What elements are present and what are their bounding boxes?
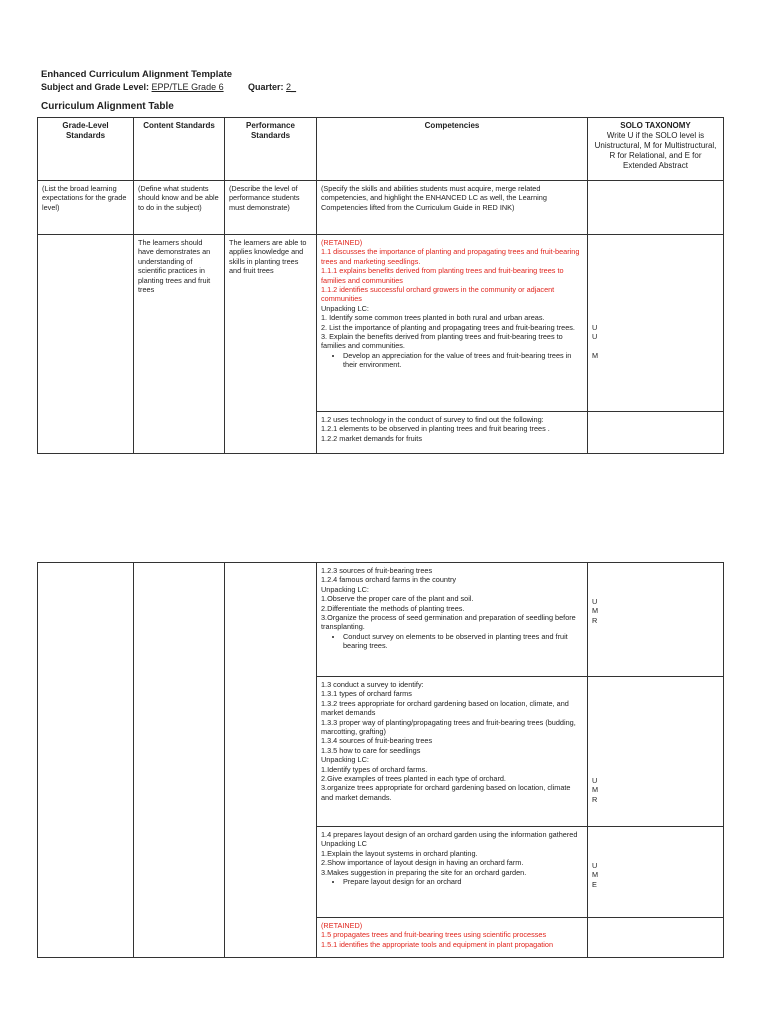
- lc-item: 3.Organize the process of seed germination and preparation of seedling before transplanting.: [321, 613, 576, 632]
- quarter-label: Quarter:: [248, 82, 284, 92]
- solo-cell: [588, 827, 724, 918]
- solo-letter: M: [592, 606, 599, 616]
- table-row: [38, 235, 724, 412]
- unpacking-label: Unpacking LC:: [321, 755, 369, 765]
- retained-label: (RETAINED): [321, 238, 363, 247]
- lc-item: 3.Makes suggestion in preparing the site for an orchard garden.: [321, 867, 527, 877]
- competency-red-3: 1.1.2 identifies successful orchard growers in the community or adjacent communities: [321, 285, 555, 304]
- quarter-line: [248, 82, 296, 92]
- header-grade-level: Grade-Level Standards: [38, 118, 134, 181]
- bullet-item: • Conduct survey on elements to be observed in planting trees and fruit bearing trees.: [343, 632, 583, 651]
- lc-item: 2.Differentiate the methods of planting trees.: [321, 603, 465, 613]
- competency-red-1: 1.1 discusses the importance of planting and propagating trees and fruit-bearing trees and marketing seedlings.: [321, 247, 580, 266]
- solo-cell: [588, 235, 724, 412]
- lc-item: 1.Identify types of orchard farms.: [321, 764, 428, 774]
- lc-item: 2.Show importance of layout design in having an orchard farm.: [321, 858, 524, 868]
- lc-item: 2. List the importance of planting and propagating trees and fruit-bearing trees.: [321, 322, 575, 332]
- table-title: Curriculum Alignment Table: [41, 101, 174, 112]
- bullet-list: [321, 351, 583, 370]
- solo-cell: [588, 412, 724, 454]
- bullet-item: • Develop an appreciation for the value of trees and fruit-bearing trees in their environment.: [343, 351, 583, 370]
- competencies-cell: [317, 563, 588, 677]
- bullet-list: [321, 877, 583, 886]
- solo-letter: M: [592, 785, 599, 795]
- competencies-cell: [317, 677, 588, 827]
- competency-line: 1.3 conduct a survey to identify:: [321, 680, 424, 689]
- table-row-guide: [38, 181, 724, 235]
- alignment-table-page1: [37, 117, 724, 454]
- lc-item: 3. Explain the benefits derived from planting trees and fruit-bearing trees to families and communities.: [321, 332, 563, 351]
- competency-line: 1.2.2 market demands for fruits: [321, 433, 422, 443]
- guide-solo: [588, 181, 724, 235]
- solo-letter: E: [592, 879, 597, 889]
- guide-competencies: (Specify the skills and abilities students must acquire, merge related competencies, and highlight the ENHANCED LC as well, the Learning Competencies lifted from the Curriculum Guide in RED INK): [317, 181, 588, 235]
- competency-line: 1.2 uses technology in the conduct of survey to find out the following:: [321, 415, 544, 424]
- solo-letter: R: [592, 794, 598, 804]
- solo-letter: M: [592, 870, 599, 880]
- lc-item: 1. Identify some common trees planted in both rural and urban areas.: [321, 313, 545, 323]
- content-standard-cell: [134, 563, 225, 958]
- content-standard-cell: The learners should have demonstrates an understanding of scientific practices in planting trees and fruit trees: [134, 235, 225, 454]
- competency-line: 1.3.2 trees appropriate for orchard gardening based on location, climate, and market demands: [321, 698, 569, 718]
- competency-line: 1.2.4 famous orchard farms in the country: [321, 575, 457, 585]
- guide-content: (Define what students should know and be able to do in the subject): [134, 181, 225, 235]
- solo-letter: R: [592, 615, 598, 625]
- grade-level-cell: [38, 563, 134, 958]
- competency-red-2: 1.5.1 identifies the appropriate tools and equipment in plant propagation: [321, 939, 554, 949]
- bullet-list: [321, 632, 583, 651]
- competencies-cell: [317, 235, 588, 412]
- competency-line: 1.3.4 sources of fruit-bearing trees: [321, 736, 433, 746]
- solo-letter: U: [592, 776, 598, 785]
- document-title: Enhanced Curriculum Alignment Template: [41, 69, 233, 80]
- table-header-row: [38, 118, 724, 181]
- solo-letter: U: [592, 332, 598, 342]
- grade-level-cell: [38, 235, 134, 454]
- competency-line: 1.2.1 elements to be observed in planting trees and fruit bearing trees .: [321, 424, 550, 434]
- solo-title: SOLO TAXONOMY: [620, 121, 691, 130]
- competency-line: 1.3.3 proper way of planting/propagating trees and fruit-bearing trees (budding, marcotting, grafting): [321, 717, 576, 737]
- subject-value: EPP/TLE Grade 6: [151, 82, 224, 92]
- competencies-cell: [317, 827, 588, 918]
- performance-standard-cell: [225, 563, 317, 958]
- competency-line: 1.3.5 how to care for seedlings: [321, 745, 421, 755]
- solo-letter: U: [592, 861, 598, 870]
- competency-red-1: 1.5 propagates trees and fruit-bearing trees using scientific processes: [321, 930, 547, 940]
- competencies-cell: [317, 918, 588, 958]
- header-performance: Performance Standards: [225, 118, 317, 181]
- solo-letter: M: [592, 350, 599, 360]
- guide-performance: (Describe the level of performance students must demonstrate): [225, 181, 317, 235]
- lc-item: 2.Give examples of trees planted in each type of orchard.: [321, 774, 506, 784]
- header-competencies: Competencies: [317, 118, 588, 181]
- guide-grade-level: (List the broad learning expectations for the grade level): [38, 181, 134, 235]
- solo-description: Write U if the SOLO level is Unistructural, M for Multistructural, R for Relational, and E for Extended Abstract: [594, 131, 717, 170]
- table-row: [38, 563, 724, 677]
- lc-item: 1.Observe the proper care of the plant and soil.: [321, 594, 474, 604]
- lc-item: 1.Explain the layout systems in orchard planting.: [321, 848, 478, 858]
- retained-label: (RETAINED): [321, 921, 363, 930]
- solo-letter: U: [592, 323, 598, 332]
- solo-cell: [588, 677, 724, 827]
- header-solo: [588, 118, 724, 181]
- competency-line: 1.2.3 sources of fruit-bearing trees: [321, 566, 433, 575]
- quarter-value: 2_: [286, 82, 297, 92]
- competency-line: 1.4 prepares layout design of an orchard garden using the information gathered: [321, 830, 578, 839]
- competencies-cell: [317, 412, 588, 454]
- solo-cell: [588, 563, 724, 677]
- competency-red-2: 1.1.1 explains benefits derived from planting trees and fruit-bearing trees to families and communities: [321, 266, 564, 285]
- lc-item: 3.organize trees appropriate for orchard gardening based on location, climate and market demands.: [321, 783, 571, 802]
- subject-label: Subject and Grade Level:: [41, 82, 150, 92]
- solo-cell: [588, 918, 724, 958]
- subject-line: [41, 82, 224, 92]
- unpacking-label: Unpacking LC: [321, 839, 367, 849]
- alignment-table-page2: [37, 562, 724, 958]
- bullet-item: • Prepare layout design for an orchard: [343, 877, 583, 886]
- performance-standard-cell: The learners are able to applies knowledge and skills in planting trees and fruit trees: [225, 235, 317, 454]
- unpacking-label: Unpacking LC:: [321, 584, 369, 594]
- unpacking-label: Unpacking LC:: [321, 303, 369, 313]
- solo-letter: U: [592, 597, 598, 606]
- header-content: Content Standards: [134, 118, 225, 181]
- competency-line: 1.3.1 types of orchard farms: [321, 689, 412, 699]
